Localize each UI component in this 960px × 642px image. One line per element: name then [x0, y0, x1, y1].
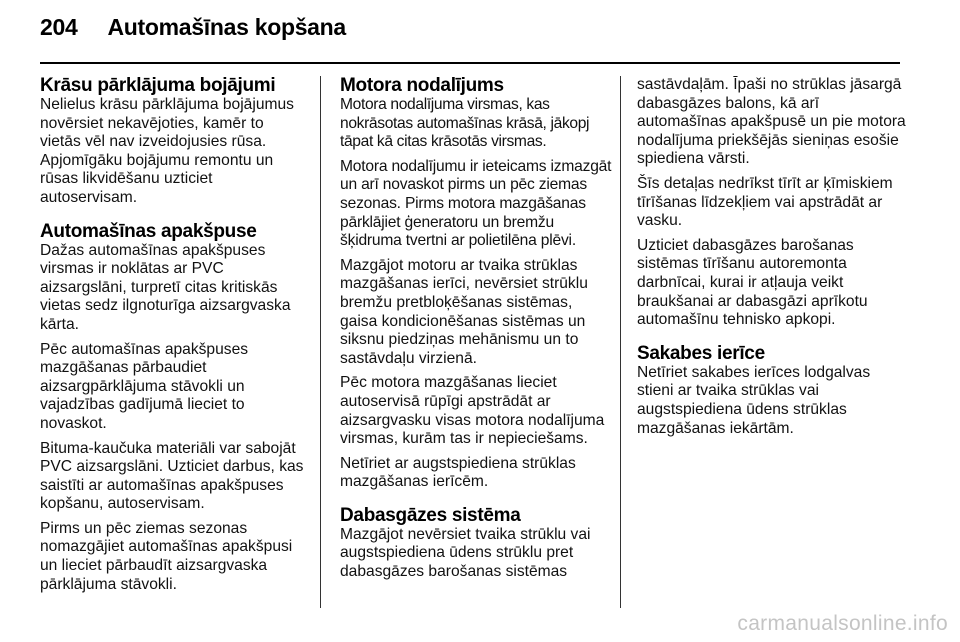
section-natural-gas-system: [340, 506, 612, 582]
section-heading: Motora nodalījums: [340, 75, 504, 96]
paragraph: Motora nodalījumu ir ieteicams izmazgāt un arī novaskot pirms un pēc ziemas sezonas. Pirms motora mazgāšanas pārklājiet ģeneratoru un bremžu šķidruma tvertni ar polietilēna plēvi.: [340, 157, 612, 250]
paragraph: Mazgājot motoru ar tvaika strūklas mazgāšanas ierīci, nevērsiet strūklu bremžu pretbloķēšanas sistēmas, gaisa kondicionēšanas sistēmas un siksnu piedziņas mehānismu un to sastāvdaļu virzienā.: [340, 256, 588, 367]
paragraph: Mazgājot nevērsiet tvaika strūklu vai augstspiediena ūdens strūklu pret dabasgāzes barošanas sistēmas: [340, 525, 591, 581]
paragraph: Motora nodalījuma virsmas, kas nokrāsotas automašīnas krāsā, jākopj tāpat kā citas krāsotās virsmas.: [340, 96, 590, 151]
watermark: carmanualsonline.info: [737, 612, 948, 635]
section-towing-device: [637, 344, 909, 438]
paragraph: Pēc motora mazgāšanas lieciet autoservisā rūpīgi apstrādāt ar aizsargvasku visas motora nodalījuma virsmas, kurām tas ir nepieciešams.: [340, 374, 605, 448]
section-heading: Dabasgāzes sistēma: [340, 504, 521, 526]
column-divider: [320, 76, 321, 608]
paragraph: Uzticiet dabasgāzes barošanas sistēmas tīrīšanu autoremonta darbnīcai, kurai ir atļauja veikt braukšanai ar dabasgāzi aprīkotu automašīnu tehnisko apkopi.: [637, 236, 868, 329]
paragraph: Netīriet sakabes ierīces lodgalvas stieni ar tvaika strūklas vai augstspiediena ūdens strūklas mazgāšanas iekārtām.: [637, 363, 871, 437]
section-heading: Sakabes ierīce: [637, 342, 765, 364]
paragraph: sastāvdaļām. Īpaši no strūklas jāsargā dabasgāzes balons, kā arī automašīnas apakšpusē un pie motora nodalījuma priekšējās sieniņas esošie spiediena vārsti.: [637, 76, 906, 168]
text-column-1: [40, 76, 308, 608]
section-gas-system-continued: [637, 76, 909, 330]
section-heading: Automašīnas apakšpuse: [40, 220, 257, 242]
paragraph: Dažas automašīnas apakšpuses virsmas ir noklātas ar PVC aizsargslāni, turpretī citas kritiskās vietas sedz ilgnoturīga aizsargvaska kārta.: [40, 241, 291, 333]
text-column-2: [340, 76, 612, 596]
page-number: 204: [40, 14, 78, 40]
section-engine-compartment: [340, 76, 612, 492]
section-paint-damage: [40, 76, 308, 208]
page-header: [40, 14, 346, 50]
paragraph: Pēc automašīnas apakšpuses mazgāšanas pārbaudiet aizsargpārklājuma stāvokli un vajadzības gadījumā lieciet to novaskot.: [40, 340, 249, 432]
page-title: Automašīnas kopšana: [107, 14, 346, 40]
paragraph: Nelielus krāsu pārklājuma bojājumus novērsiet nekavējoties, kamēr to vietās vēl nav izveidojusies rūsa. Apjomīgāku bojājumu remontu un rūsas likvidēšanu uzticiet autoservisam.: [40, 96, 294, 206]
paragraph: Netīriet ar augstspiediena strūklas mazgāšanas ierīcēm.: [340, 454, 576, 491]
section-underbody: [40, 222, 308, 595]
section-heading: Krāsu pārklājuma bojājumi: [40, 75, 276, 96]
header-divider: [40, 62, 900, 64]
text-column-3: [637, 76, 909, 452]
paragraph: Bituma-kaučuka materiāli var sabojāt PVC aizsargslāni. Uzticiet darbus, kas saistīti ar automašīnas apakšpuses kopšanu, autoservisam.: [40, 439, 304, 513]
paragraph: Šīs detaļas nedrīkst tīrīt ar ķīmiskiem tīrīšanas līdzekļiem vai apstrādāt ar vasku.: [637, 174, 893, 230]
column-divider: [620, 76, 621, 608]
paragraph: Pirms un pēc ziemas sezonas nomazgājiet automašīnas apakšpusi un lieciet pārbaudīt aizsargvaska pārklājuma stāvokli.: [40, 519, 293, 593]
